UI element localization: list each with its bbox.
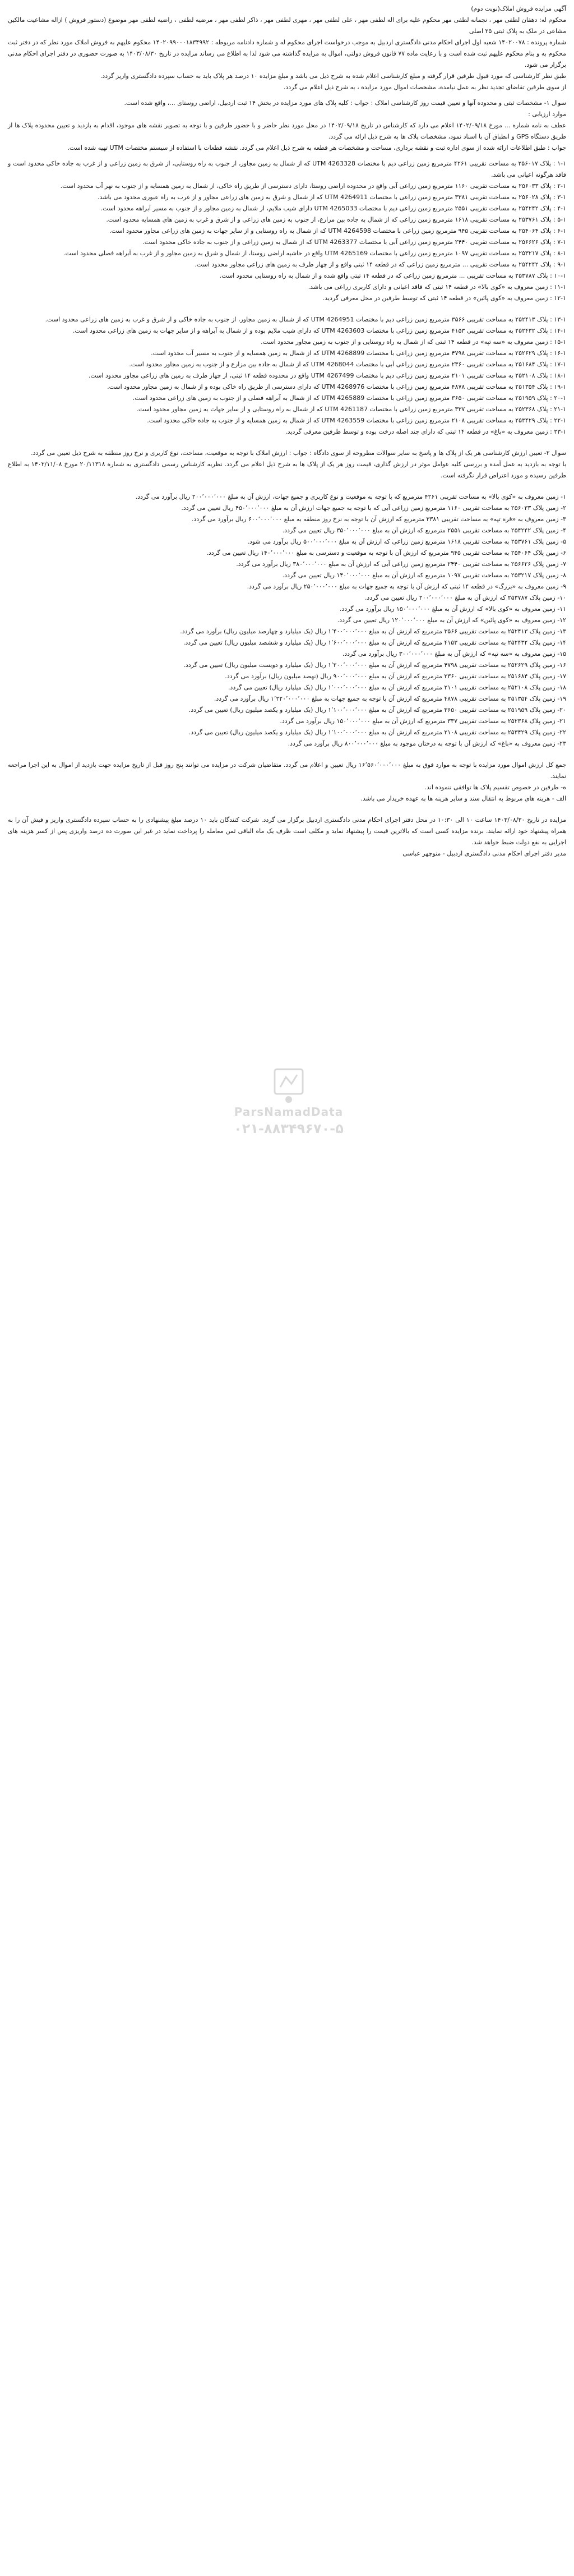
plot-item: ۱۳-۱ : پلاک ۲۵۲۴۱۳ به مساحت تقریبی ۳۵۶۶ مترمربع زمین زراعی دیم با مختصات UTM 4264951 که از شمال به زمین مجاور، از جنوب به جاده خاکی و از شرق و غرب به زمین های زراعی محدود است. bbox=[45, 316, 566, 323]
valuation-item: ۶- زمین پلاک ۲۵۴۰۶۴ به مساحت تقریبی ۹۴۵ مترمربع که ارزش آن با توجه به موقعیت و دسترسی به مبلغ ۱۴۰٬۰۰۰٬۰۰۰ ریال تعیین می گردد. bbox=[206, 549, 566, 556]
valuation-item: ۵- زمین پلاک ۲۵۳۷۶۱ به مساحت تقریبی ۱۶۱۸ مترمربع زمین زراعی که ارزش آن به مبلغ ۵۰۰٬۰۰۰٬۰۰۰ ریال برآورد می شود. bbox=[247, 538, 566, 545]
summary-paragraph: الف - هزینه های مربوط به انتقال سند و سایر هزینه ها به عهده خریدار می باشد. bbox=[360, 795, 566, 802]
plot-item: ۱۹-۱ : پلاک ۲۵۱۳۵۴ به مساحت تقریبی ۴۸۷۸ مترمربع زمین زراعی با مختصات UTM 4268976 که دارای دسترسی از طریق راه خاکی بوده و از شمال به زمین مجاور محدود است. bbox=[107, 383, 566, 390]
valuation-item: ۱۸- زمین پلاک ۲۵۲۱۰۸ به مساحت تقریبی ۲۱۰۱ مترمربع که ارزش آن به مبلغ ۱٬۰۰۰٬۰۰۰٬۰۰۰ ریال (یک میلیارد ریال) تعیین می گردد. bbox=[228, 684, 566, 691]
plots-list-2 bbox=[8, 314, 566, 438]
plot-item: ۱۶-۱ : پلاک ۲۵۲۶۲۹ به مساحت تقریبی ۴۷۹۸ مترمربع زمین زراعی با مختصات UTM 4268899 که از شمال به زمین همسایه و از جنوب به مسیر آب محدود است. bbox=[151, 349, 566, 357]
plot-item: ۸-۱ : پلاک ۲۵۳۲۱۷ به مساحت تقریبی ۱۰۹۷ مترمربع زمین زراعی با مختصات UTM 4265169 واقع در حاشیه اراضی روستا، از شمال و شرق به زمین مجاور و از غرب به آبراهه فصلی محدود است. bbox=[63, 250, 566, 257]
sections-block bbox=[8, 98, 566, 154]
valuation-item: ۷- زمین پلاک ۲۵۶۶۲۶ به مساحت تقریبی ۲۴۴۰ مترمربع زمین زراعی آبی که ارزش آن به مبلغ ۳۸۰٬۰۰۰٬۰۰۰ ریال برآورد می گردد. bbox=[236, 560, 566, 568]
signature-line: مدیر دفتر اجرای احکام مدنی دادگستری اردبیل - منوچهر عباسی bbox=[402, 850, 566, 857]
valuation-item: ۱۰- زمین پلاک ۲۵۳۷۸۷ که ارزش آن به مبلغ ۲۰۰٬۰۰۰٬۰۰۰ ریال تعیین می گردد. bbox=[364, 594, 566, 601]
intro-line: از سوی طرفین تقاضای تجدید نظر به عمل نیامده، مشخصات اموال مورد مزایده ، به شرح ذیل اعلام می گردد. bbox=[283, 84, 566, 91]
watermark-name: ParsNamadData bbox=[234, 1105, 344, 1119]
valuation-item: ۲۲- زمین پلاک ۲۵۳۴۲۹ به مساحت تقریبی ۲۱۰۸ مترمربع که ارزش آن به مبلغ ۱٬۱۰۰٬۰۰۰٬۰۰۰ ریال (یک میلیارد و یکصد میلیون ریال) تعیین می گردد. bbox=[188, 729, 566, 736]
summary-paragraph: جمع کل ارزش اموال مورد مزایده با توجه به موارد فوق به مبلغ ۱۶٬۵۶۰٬۰۰۰٬۰۰۰ ریال تعیین و اعلام می گردد. متقاضیان شرکت در مزایده می توانند پنج روز قبل از تاریخ مزایده جهت بازدید از اموال به این اجرا مراجعه نمایند. bbox=[8, 761, 566, 780]
valuation-item: ۱۹- زمین پلاک ۲۵۱۳۵۴ به مساحت تقریبی ۴۸۷۸ مترمربع که ارزش آن با توجه به جمیع جهات به مبلغ ۱٬۲۲۰٬۰۰۰٬۰۰۰ ریال برآورد می گردد. bbox=[214, 695, 566, 702]
valuation-item: ۱۶- زمین پلاک ۲۵۲۶۲۹ به مساحت تقریبی ۴۷۹۸ مترمربع که ارزش آن به مبلغ ۱٬۲۰۰٬۰۰۰٬۰۰۰ ریال (یک میلیارد و دویست میلیون ریال) تعیین می گردد. bbox=[183, 661, 566, 669]
plot-item: ۱۷-۱ : پلاک ۲۵۱۶۸۴ به مساحت تقریبی ۲۳۶۰ مترمربع زمین زراعی آبی با مختصات UTM 4268044 که از شمال به جاده بین مزارع و از جنوب به زمین مجاور محدود است. bbox=[129, 361, 566, 368]
plot-item: ۴-۱ : پلاک ۲۵۴۲۴۲ به مساحت تقریبی ۲۵۵۱ مترمربع زمین زراعی دیم با مختصات UTM 4265033 دارای شیب ملایم، از شمال به زمین مجاور و از جنوب به مسیر آبراهه محدود است. bbox=[100, 205, 566, 212]
plot-item: ۱۱-۱ : زمین معروف به «کوی بالا» در قطعه ۱۴ ثبتی که فاقد اعیانی و دارای کاربری زراعی می باشد. bbox=[308, 283, 566, 291]
watermark-logo bbox=[216, 1066, 362, 1161]
auction-terms: مزایده در تاریخ ۱۴۰۳/۰۸/۳۰ ساعت ۱۰ الی ۱۰:۳۰ در محل دفتر اجرای احکام مدنی دادگستری اردبیل برگزار می گردد. شرکت کنندگان باید ۱۰ درصد مبلغ پیشنهادی را به حساب سپرده دادگستری واریز و فیش آن را به همراه پیشنهاد خود ارائه نمایند. برنده مزایده کسی است که بالاترین قیمت را پیشنهاد نماید و مکلف است ظرف یک ماه الباقی ثمن معامله را پرداخت نماید در غیر این صورت ده درصد واریزی پس از کسر هزینه های اجرایی به نفع دولت ضبط خواهد شد. bbox=[8, 816, 566, 846]
plot-item: ۷-۱ : پلاک ۲۵۶۶۲۶ به مساحت تقریبی ۲۴۴۰ مترمربع زمین زراعی آبی با مختصات UTM 4263377 که از شمال به زمین زراعی و از جنوب به جاده خاکی محدود است. bbox=[142, 238, 566, 246]
plot-item: ۲۰-۱ : پلاک ۲۵۱۹۵۹ به مساحت تقریبی ۳۶۵۰ مترمربع زمین زراعی با مختصات UTM 4265889 که از شمال به آبراهه فصلی و از جنوب به زمین های زراعی محدود است. bbox=[132, 394, 566, 402]
plot-item: ۲۱-۱ : پلاک ۲۵۲۳۶۸ به مساحت تقریبی ۳۳۷ مترمربع زمین زراعی با مختصات UTM 4261187 که از شمال به راه روستایی و از سایر جهات به زمین مجاور محدود است. bbox=[136, 406, 566, 413]
plot-item: ۵-۱ : پلاک ۲۵۳۷۶۱ به مساحت تقریبی ۱۶۱۸ مترمربع زمین زراعی که از شمال به جاده بین مزارع، از جنوب به زمین های زراعی و از شرق و غرب به زمین های همسایه محدود است. bbox=[106, 216, 566, 223]
answers-block bbox=[8, 448, 566, 481]
plot-item: ۲-۱ : پلاک ۲۵۶۰۳۳ به مساحت تقریبی ۱۱۶۰ مترمربع زمین زراعی آبی واقع در محدوده اراضی روستا، دارای دسترسی از طریق راه خاکی، از شمال به زمین همسایه و از جنوب به نهر آب محدود است. bbox=[60, 182, 566, 190]
valuation-item: ۱۵- زمین معروف به «سه تپه» که ارزش آن به مبلغ ۳۰۰٬۰۰۰٬۰۰۰ ریال برآورد می گردد. bbox=[342, 650, 566, 657]
section-paragraph: جواب : طبق اطلاعات ارائه شده از سوی اداره ثبت و نقشه برداری، مساحت و مشخصات هر قطعه به شرح ذیل اعلام می گردد. نقشه قطعات با استفاده از سیستم مختصات UTM تهیه شده است. bbox=[67, 144, 566, 151]
answer-paragraph: سوال ۲- تعیین ارزش کارشناسی هر یک از پلاک ها و پاسخ به سایر سوالات مطروحه از سوی دادگاه : جواب : ارزش املاک با توجه به موقعیت، مساحت، نوع کاربری و نرخ روز منطقه به شرح ذیل تعیین می گردد. bbox=[31, 449, 566, 457]
parties-line: محکوم له: دهقان لطفی مهر ، نجمانه لطفی مهر محکوم علیه برای اله لطفی مهر ، علی لطفی مهر ، مهری لطفی مهر ، ذاکر لطفی مهر ، مرضیه لطفی ، راضیه لطفی مهر موضوع (دستور فروش ) ازاله مشاعیت مالکین مشاعی در ملک به پلاک ثبتی ۲۵ اصلی bbox=[8, 16, 566, 35]
plot-item: ۱-۱ : پلاک ۲۵۶۰۱۷ به مساحت تقریبی ۴۲۶۱ مترمربع زمین زراعی دیم با مختصات UTM 4263328 که از شمال به زمین مجاور، از جنوب به راه روستایی، از شرق به زمین زراعی و از غرب به جاده خاکی محدود است و فاقد هرگونه اعیانی می باشد. bbox=[8, 160, 566, 178]
plot-item: ۱۵-۱ : زمین معروف به «سه تپه» در قطعه ۱۴ ثبتی که از شمال به راه روستایی و از جنوب به زمین مجاور محدود است. bbox=[261, 338, 566, 346]
valuation-item: ۱۱- زمین معروف به «کوی بالا» که ارزش آن به مبلغ ۱۵۰٬۰۰۰٬۰۰۰ ریال برآورد می گردد. bbox=[339, 605, 566, 613]
valuation-item: ۲۰- زمین پلاک ۲۵۱۹۵۹ به مساحت تقریبی ۳۶۵۰ مترمربع که ارزش آن به مبلغ ۱٬۱۰۰٬۰۰۰٬۰۰۰ ریال (یک میلیارد و یکصد میلیون ریال) تعیین می گردد. bbox=[188, 706, 566, 714]
valuation-item: ۱۷- زمین پلاک ۲۵۱۶۸۴ به مساحت تقریبی ۲۳۶۰ مترمربع که ارزش آن به مبلغ ۹۰۰٬۰۰۰٬۰۰۰ ریال (نهصد میلیون ریال) برآورد می گردد. bbox=[225, 673, 566, 680]
valuation-item: ۱۴- زمین پلاک ۲۵۲۴۳۲ به مساحت تقریبی ۴۱۵۳ مترمربع که ارزش آن به مبلغ ۱٬۶۰۰٬۰۰۰٬۰۰۰ ریال (یک میلیارد و ششصد میلیون ریال) تعیین می گردد. bbox=[183, 639, 566, 646]
document-title: آگهی مزایده فروش املاک(نوبت دوم) bbox=[471, 5, 566, 12]
plots-list-1 bbox=[8, 158, 566, 304]
valuation-item: ۳- زمین معروف به «قره تپه» به مساحت تقریبی ۳۳۸۱ مترمربع که ارزش آن با توجه به نرخ روز منطقه به مبلغ ۶۰۰٬۰۰۰٬۰۰۰ ریال برآورد می گردد. bbox=[191, 516, 566, 523]
valuation-item: ۲- زمین پلاک ۲۵۶۰۳۳ به مساحت تقریبی ۱۱۶۰ مترمربع زمین زراعی آبی که با توجه به جمیع جهات ارزش آن به مبلغ ۴۵۰٬۰۰۰٬۰۰۰ ریال تعیین می گردد. bbox=[181, 504, 566, 512]
plot-item: ۱۰-۱ : پلاک ۲۵۳۷۸۷ به مساحت تقریبی ... مترمربع زمین زراعی که در قطعه ۱۴ ثبتی واقع شده و از شمال به راه روستایی محدود است. bbox=[219, 272, 566, 279]
plot-item: ۶-۱ : پلاک ۲۵۴۰۶۴ به مساحت تقریبی ۹۴۵ مترمربع زمین زراعی با مختصات UTM 4264598 که از شمال به راه روستایی و از سایر جهات به زمین های زراعی مجاور محدود است. bbox=[109, 227, 566, 234]
section-paragraph: سوال ۱- مشخصات ثبتی و محدوده آنها و تعیین قیمت روز کارشناسی املاک : جواب : کلیه پلاک های مورد مزایده در بخش ۱۴ ثبت اردبیل، اراضی روستای ...، واقع شده است. bbox=[124, 99, 566, 107]
section-paragraph: موارد ارزیابی : bbox=[528, 111, 566, 118]
valuation-item: ۹- زمین معروف به «بزرگ» در قطعه ۱۴ ثبتی که ارزش آن با توجه به جمیع جهات به مبلغ ۲۵۰٬۰۰۰٬۰۰۰ ریال برآورد می گردد. bbox=[247, 583, 566, 590]
valuation-item: ۲۳- زمین معروف به «باغ» که ارزش آن با توجه به درختان موجود به مبلغ ۸۰۰٬۰۰۰٬۰۰۰ ریال برآورد می گردد. bbox=[288, 740, 566, 747]
valuation-item: ۸- زمین پلاک ۲۵۳۲۱۷ به مساحت تقریبی ۱۰۹۷ مترمربع که ارزش آن به مبلغ ۱۴۰٬۰۰۰٬۰۰۰ ریال تعیین می گردد. bbox=[282, 572, 566, 579]
summary-paragraph: ه- طرفین در خصوص تقسیم پلاک ها توافقی ننموده اند. bbox=[424, 784, 566, 791]
case-details: شماره پرونده : ۱۴۰۲۰۰۷۸ شعبه اول اجرای احکام مدنی دادگستری اردبیل به موجب درخواست اجرای محکوم له و شماره دادنامه مربوطه : ۱۴۰۲۰۹۹۰۰۰۱۸۳۴۹۹۲ محکوم علیهم به فروش املاک مورد نظر که در دفتر ثبت محکوم به و بنام محکوم علیهم ثبت شده است و با رعایت ماده ۷۷ قانون فروش دولتی، اموال به مزایده گذاشته می شود لذا به اطلاع می رساند مزایده در تاریخ ۱۴۰۳/۰۸/۳۰ به صورت حضوری در دفتر اجرای احکام مدنی برگزار می شود. bbox=[8, 39, 566, 68]
valuation-item: ۱۲- زمین معروف به «کوی پائین» که ارزش آن به مبلغ ۱۲۰٬۰۰۰٬۰۰۰ ریال تعیین می گردد. bbox=[337, 617, 566, 624]
plot-item: ۱۲-۱ : زمین معروف به «کوی پائین» در قطعه ۱۴ ثبتی که توسط طرفین در محل معرفی گردید. bbox=[322, 295, 566, 302]
summary-block bbox=[8, 760, 566, 804]
header-block bbox=[8, 3, 566, 93]
plot-item: ۹-۱ : پلاک ۲۵۴۲۴۲ به مساحت تقریبی ... مترمربع زمین زراعی که در قطعه ۱۴ ثبتی واقع و از چهار طرف به زمین های زراعی مجاور محدود است. bbox=[195, 261, 566, 268]
plot-item: ۱۴-۱ : پلاک ۲۵۲۴۳۲ به مساحت تقریبی ۴۱۵۳ مترمربع زمین زراعی با مختصات UTM 4263603 که دارای شیب ملایم بوده و از شمال به آبراهه و از سایر جهات به زمین های زراعی محدود است. bbox=[72, 327, 566, 334]
valuation-item: ۱۳- زمین پلاک ۲۵۲۴۱۳ به مساحت تقریبی ۳۵۶۶ مترمربع که ارزش آن به مبلغ ۱٬۴۰۰٬۰۰۰٬۰۰۰ ریال (یک میلیارد و چهارصد میلیون ریال) برآورد می گردد. bbox=[180, 628, 566, 635]
answer-paragraph: با توجه به بازدید به عمل آمده و بررسی کلیه عوامل موثر در ارزش گذاری، قیمت روز هر یک از پلاک ها به شرح ذیل اعلام می گردد. نظریه کارشناس رسمی دادگستری به شماره ۲۰/۱۱۳۱۸ مورخ ۱۴۰۲/۱۱/۰۸ به اطلاع طرفین رسیده و مورد اعتراض قرار نگرفته است. bbox=[8, 461, 567, 479]
valuations-list bbox=[8, 491, 566, 749]
plot-item: ۲۲-۱ : پلاک ۲۵۳۴۲۹ به مساحت تقریبی ۲۱۰۸ مترمربع زمین زراعی با مختصات UTM 4263559 که از شمال به زمین همسایه و از جنوب به جاده خاکی محدود است. bbox=[147, 417, 566, 424]
plot-item: ۱۸-۱ : پلاک ۲۵۲۱۰۸ به مساحت تقریبی ۲۱۰۱ مترمربع زمین زراعی دیم با مختصات UTM 4267499 واقع در محدوده قطعه ۱۴ ثبتی، از چهار طرف به زمین های زراعی مجاور محدود است. bbox=[88, 372, 566, 379]
watermark-phone: ۰۲۱-۸۸۳۴۹۶۷۰-۵ bbox=[234, 1121, 344, 1137]
seal-icon bbox=[263, 1066, 314, 1105]
footer-block bbox=[8, 815, 566, 859]
document bbox=[8, 3, 566, 864]
valuation-item: ۴- زمین پلاک ۲۵۴۲۴۲ به مساحت تقریبی ۲۵۵۱ مترمربع که ارزش آن به مبلغ ۳۵۰٬۰۰۰٬۰۰۰ ریال تعیین می گردد. bbox=[282, 527, 566, 534]
valuation-note: طبق نظر کارشناسی که مورد قبول طرفین قرار گرفته و مبلغ کارشناسی اعلام شده به شرح ذیل می باشد و مبلغ مزایده ۱۰ درصد هر پلاک باید به حساب سپرده دادگستری واریز گردد. bbox=[100, 72, 566, 80]
plot-item: ۲۳-۱ : زمین معروف به «باغ» در قطعه ۱۴ ثبتی که دارای چند اصله درخت بوده و توسط طرفین معرفی گردید. bbox=[285, 428, 566, 435]
plot-item: ۳-۱ : پلاک ۲۵۶۰۲۸ به مساحت تقریبی ۳۳۸۱ مترمربع زمین زراعی با مختصات UTM 4264911 که از شمال و شرق به زمین های زراعی مجاور و از غرب به راه عبوری محدود می باشد. bbox=[98, 194, 566, 201]
valuation-item: ۲۱- زمین پلاک ۲۵۲۳۶۸ به مساحت تقریبی ۳۳۷ مترمربع که ارزش آن به مبلغ ۱۵۰٬۰۰۰٬۰۰۰ ریال برآورد می گردد. bbox=[280, 717, 566, 725]
valuation-item: ۱- زمین معروف به «کوی بالا» به مساحت تقریبی ۴۲۶۱ مترمربع که با توجه به موقعیت و نوع کاربری و جمیع جهات، ارزش آن به مبلغ ۲۰۰٬۰۰۰٬۰۰۰ ریال برآورد می گردد. bbox=[135, 493, 566, 500]
section-paragraph: عطف به نامه شماره ... مورخ ۱۴۰۲/۰۹/۱۸ اعلام می دارد که کارشناس در تاریخ ۱۴۰۲/۰۹/۱۸ در محل مورد نظر حاضر و با حضور طرفین و با توجه به تصویر نقشه های موجود، اقدام به بازدید و تعیین محدوده پلاک ها از طریق دستگاه GPS و انطباق آن با اسناد نمود، مشخصات پلاک ها به شرح ذیل ارائه می گردد. bbox=[8, 122, 566, 140]
